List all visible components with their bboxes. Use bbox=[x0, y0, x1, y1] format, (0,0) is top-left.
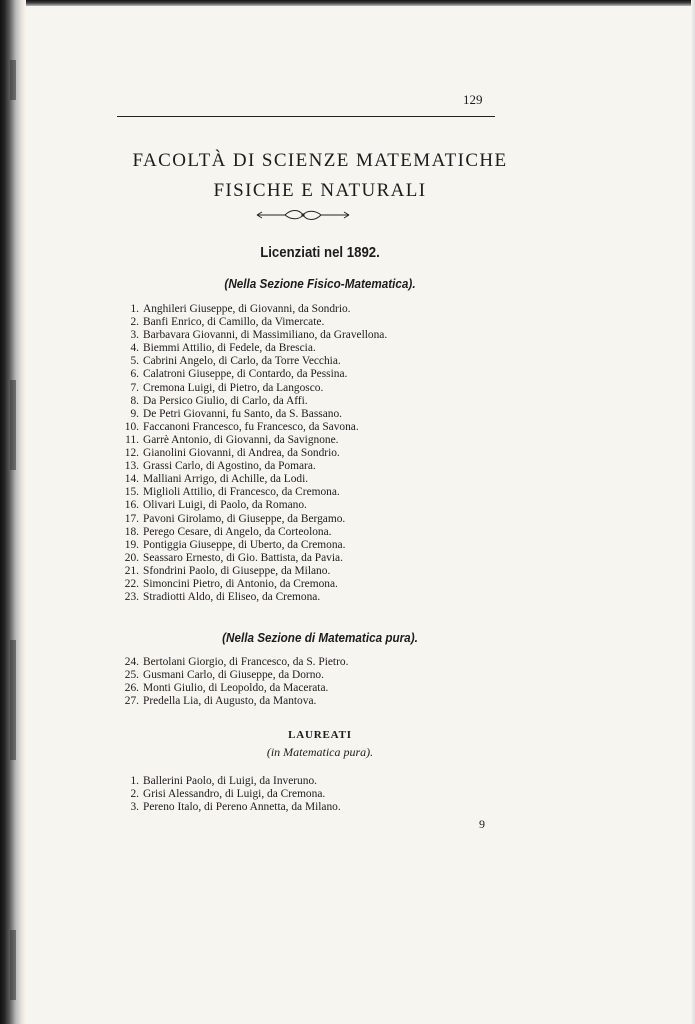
licenziati-heading: Licenziati nel 1892. bbox=[260, 244, 380, 261]
item-number: 24. bbox=[124, 656, 139, 668]
item-number: 15. bbox=[124, 486, 139, 499]
list-matematica-pura bbox=[117, 656, 477, 708]
item-text: De Petri Giovanni, fu Santo, da S. Bassano. bbox=[143, 407, 342, 420]
item-text: Simoncini Pietro, di Antonio, da Cremona. bbox=[143, 577, 338, 590]
list-fisico-matematica bbox=[117, 303, 477, 604]
item-number: 2. bbox=[130, 788, 139, 801]
item-number: 27. bbox=[124, 695, 139, 708]
item-text: Faccanoni Francesco, fu Francesco, da Savona. bbox=[143, 420, 359, 433]
item-number: 26. bbox=[124, 682, 139, 695]
item-text: Da Persico Giulio, di Carlo, da Affi. bbox=[143, 394, 308, 407]
item-number: 16. bbox=[124, 499, 139, 512]
item-number: 18. bbox=[124, 525, 139, 538]
item-text: Biemmi Attilio, di Fedele, da Brescia. bbox=[143, 342, 316, 355]
binding-spine bbox=[0, 0, 26, 1024]
item-number: 12. bbox=[124, 447, 139, 460]
faculty-title-line1: FACOLTÀ DI SCIENZE MATEMATICHE bbox=[132, 150, 508, 171]
list-item bbox=[117, 695, 477, 708]
item-text: Pavoni Girolamo, di Giuseppe, da Bergamo. bbox=[143, 512, 346, 525]
item-number: 25. bbox=[124, 669, 139, 682]
list-item bbox=[117, 316, 477, 329]
list-item bbox=[117, 473, 477, 486]
item-number: 2. bbox=[130, 316, 139, 329]
item-number: 9. bbox=[130, 407, 139, 420]
item-text: Garrè Antonio, di Giovanni, da Savignone. bbox=[143, 433, 339, 446]
ornament-icon bbox=[255, 208, 351, 222]
list-item bbox=[117, 656, 477, 669]
list-item bbox=[117, 447, 477, 460]
faculty-title-line2: FISICHE E NATURALI bbox=[213, 180, 427, 201]
list-item bbox=[117, 382, 477, 395]
signature-mark: 9 bbox=[479, 817, 485, 831]
item-text: Olivari Luigi, di Paolo, da Romano. bbox=[143, 499, 307, 512]
list-item bbox=[117, 669, 477, 682]
item-number: 19. bbox=[124, 538, 139, 551]
item-text: Monti Giulio, di Leopoldo, da Macerata. bbox=[143, 682, 329, 695]
spine-mark bbox=[10, 380, 16, 470]
item-number: 4. bbox=[130, 342, 139, 355]
list-item bbox=[117, 329, 477, 342]
item-text: Predella Lia, di Augusto, da Mantova. bbox=[143, 695, 317, 708]
list-item bbox=[117, 421, 477, 434]
list-item bbox=[117, 368, 477, 381]
list-item bbox=[117, 355, 477, 368]
item-text: Calatroni Giuseppe, di Contardo, da Pessina. bbox=[143, 368, 348, 381]
list-item bbox=[117, 682, 477, 695]
item-text: Banfi Enrico, di Camillo, da Vimercate. bbox=[143, 316, 325, 329]
item-number: 5. bbox=[130, 355, 139, 368]
item-text: Stradiotti Aldo, di Eliseo, da Cremona. bbox=[143, 591, 321, 604]
item-number: 10. bbox=[124, 420, 139, 433]
spine-mark bbox=[10, 60, 16, 100]
item-text: Anghileri Giuseppe, di Giovanni, da Sondrio. bbox=[143, 303, 351, 315]
list-item bbox=[117, 539, 477, 552]
item-number: 3. bbox=[130, 801, 139, 814]
laureati-subheading: (in Matematica pura). bbox=[266, 745, 374, 759]
list-item bbox=[117, 342, 477, 355]
list-item bbox=[117, 499, 477, 512]
item-text: Grassi Carlo, di Agostino, da Pomara. bbox=[143, 460, 316, 473]
item-number: 22. bbox=[124, 577, 139, 590]
spine-mark bbox=[10, 640, 16, 760]
section-heading-pura: (Nella Sezione di Matematica pura). bbox=[222, 630, 418, 645]
list-laureati bbox=[117, 775, 477, 814]
item-number: 11. bbox=[125, 433, 139, 446]
item-text: Pereno Italo, di Pereno Annetta, da Milano. bbox=[143, 801, 341, 814]
item-number: 23. bbox=[124, 591, 139, 604]
item-number: 21. bbox=[124, 564, 139, 577]
item-text: Sfondrini Paolo, di Giuseppe, da Milano. bbox=[143, 564, 331, 577]
list-item bbox=[117, 434, 477, 447]
list-item bbox=[117, 801, 477, 814]
item-number: 13. bbox=[124, 460, 139, 473]
item-number: 20. bbox=[124, 551, 139, 564]
item-text: Gianolini Giovanni, di Andrea, da Sondrio. bbox=[143, 447, 340, 460]
page-number: 129 bbox=[463, 92, 483, 107]
item-number: 14. bbox=[124, 473, 139, 486]
list-item bbox=[117, 526, 477, 539]
item-number: 1. bbox=[130, 775, 139, 787]
item-text: Miglioli Attilio, di Francesco, da Cremona. bbox=[143, 486, 340, 499]
list-item bbox=[117, 591, 477, 604]
item-text: Pontiggia Giuseppe, di Uberto, da Cremona. bbox=[143, 538, 346, 551]
list-item bbox=[117, 578, 477, 591]
item-number: 7. bbox=[130, 381, 139, 394]
item-number: 1. bbox=[130, 303, 139, 315]
item-text: Ballerini Paolo, di Luigi, da Inveruno. bbox=[143, 775, 317, 787]
laureati-heading: LAUREATI bbox=[288, 729, 352, 741]
right-edge bbox=[691, 0, 695, 1024]
item-text: Seassaro Ernesto, di Gio. Battista, da Pavia. bbox=[143, 551, 343, 564]
list-item bbox=[117, 552, 477, 565]
header-rule bbox=[117, 116, 495, 117]
item-text: Gusmani Carlo, di Giuseppe, da Dorno. bbox=[143, 669, 324, 682]
list-item bbox=[117, 303, 477, 316]
item-number: 8. bbox=[130, 394, 139, 407]
item-text: Grisi Alessandro, di Luigi, da Cremona. bbox=[143, 788, 326, 801]
list-item bbox=[117, 395, 477, 408]
list-item bbox=[117, 565, 477, 578]
item-number: 3. bbox=[130, 329, 139, 342]
list-item bbox=[117, 788, 477, 801]
item-text: Cremona Luigi, di Pietro, da Langosco. bbox=[143, 381, 324, 394]
list-item bbox=[117, 775, 477, 788]
item-text: Malliani Arrigo, di Achille, da Lodi. bbox=[143, 473, 309, 486]
list-item bbox=[117, 408, 477, 421]
list-item bbox=[117, 486, 477, 499]
section-heading-fisico: (Nella Sezione Fisico-Matematica). bbox=[224, 276, 416, 291]
item-text: Barbavara Giovanni, di Massimiliano, da Gravellona. bbox=[143, 329, 388, 342]
item-number: 6. bbox=[130, 368, 139, 381]
list-item bbox=[117, 513, 477, 526]
top-border bbox=[0, 0, 695, 6]
item-text: Bertolani Giorgio, di Francesco, da S. Pietro. bbox=[143, 656, 349, 668]
spine-mark bbox=[10, 930, 16, 1000]
item-text: Perego Cesare, di Angelo, da Corteolona. bbox=[143, 525, 332, 538]
list-item bbox=[117, 460, 477, 473]
item-number: 17. bbox=[124, 512, 139, 525]
item-text: Cabrini Angelo, di Carlo, da Torre Vecchia. bbox=[143, 355, 341, 368]
